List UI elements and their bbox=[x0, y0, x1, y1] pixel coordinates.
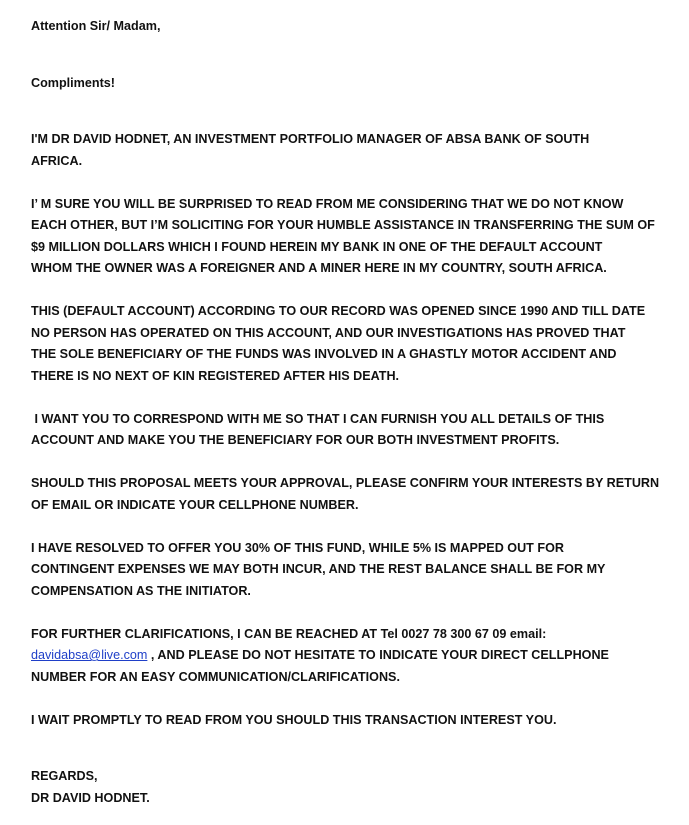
salutation: Attention Sir/ Madam, bbox=[31, 19, 161, 33]
paragraph-introduction bbox=[31, 129, 681, 172]
paragraph-line: I HAVE RESOLVED TO OFFER YOU 30% OF THIS FUND, WHILE 5% IS MAPPED OUT FOR bbox=[31, 540, 564, 555]
signature: DR DAVID HODNET. bbox=[31, 790, 150, 805]
paragraph-line: THIS (DEFAULT ACCOUNT) ACCORDING TO OUR RECORD WAS OPENED SINCE 1990 AND TILL DATE bbox=[31, 304, 646, 318]
paragraph-line: I WANT YOU TO CORRESPOND WITH ME SO THAT I CAN FURNISH YOU ALL DETAILS OF THIS bbox=[31, 411, 605, 426]
paragraph-line: I'M DR DAVID HODNET, AN INVESTMENT PORTFOLIO MANAGER OF ABSA BANK OF SOUTH bbox=[31, 132, 590, 146]
paragraph-approval bbox=[31, 473, 681, 516]
paragraph-line: AFRICA. bbox=[31, 153, 83, 168]
paragraph-line-text: , AND PLEASE DO NOT HESITATE TO INDICATE YOUR DIRECT CELLPHONE bbox=[147, 648, 609, 662]
paragraph-line bbox=[31, 645, 681, 667]
paragraph-correspond bbox=[31, 409, 681, 452]
paragraph-line: FOR FURTHER CLARIFICATIONS, I CAN BE REACHED AT Tel 0027 78 300 67 09 email: bbox=[31, 626, 547, 641]
paragraph-line: NUMBER FOR AN EASY COMMUNICATION/CLARIFICATIONS. bbox=[31, 669, 400, 684]
paragraph-line: WHOM THE OWNER WAS A FOREIGNER AND A MINER HERE IN MY COUNTRY, SOUTH AFRICA. bbox=[31, 261, 607, 275]
paragraph-line: NO PERSON HAS OPERATED ON THIS ACCOUNT, AND OUR INVESTIGATIONS HAS PROVED THAT bbox=[31, 325, 626, 340]
paragraph-line: THE SOLE BENEFICIARY OF THE FUNDS WAS INVOLVED IN A GHASTLY MOTOR ACCIDENT AND bbox=[31, 347, 617, 361]
closing-line: REGARDS, bbox=[31, 769, 98, 783]
letter-body bbox=[31, 16, 681, 809]
paragraph-offer bbox=[31, 538, 681, 603]
paragraph-line: ACCOUNT AND MAKE YOU THE BENEFICIARY FOR OUR BOTH INVESTMENT PROFITS. bbox=[31, 433, 560, 447]
paragraph-line: $9 MILLION DOLLARS WHICH I FOUND HEREIN MY BANK IN ONE OF THE DEFAULT ACCOUNT bbox=[31, 239, 603, 254]
paragraph-line: OF EMAIL OR INDICATE YOUR CELLPHONE NUMBER. bbox=[31, 497, 359, 512]
paragraph-line: I’ M SURE YOU WILL BE SURPRISED TO READ FROM ME CONSIDERING THAT WE DO NOT KNOW bbox=[31, 196, 624, 211]
paragraph-line: SHOULD THIS PROPOSAL MEETS YOUR APPROVAL, PLEASE CONFIRM YOUR INTERESTS BY RETURN bbox=[31, 476, 660, 490]
paragraph-closing-request: I WAIT PROMPTLY TO READ FROM YOU SHOULD THIS TRANSACTION INTEREST YOU. bbox=[31, 712, 557, 727]
email-link[interactable]: davidabsa@live.com bbox=[31, 648, 148, 662]
paragraph-line: THERE IS NO NEXT OF KIN REGISTERED AFTER HIS DEATH. bbox=[31, 368, 400, 383]
paragraph-line: EACH OTHER, BUT I’M SOLICITING FOR YOUR HUMBLE ASSISTANCE IN TRANSFERRING THE SUM OF bbox=[31, 218, 655, 232]
paragraph-request bbox=[31, 194, 681, 280]
paragraph-line: COMPENSATION AS THE INITIATOR. bbox=[31, 583, 251, 598]
paragraph-line: CONTINGENT EXPENSES WE MAY BOTH INCUR, AND THE REST BALANCE SHALL BE FOR MY bbox=[31, 562, 606, 576]
paragraph-account-history bbox=[31, 301, 681, 387]
compliments-line: Compliments! bbox=[31, 75, 115, 90]
paragraph-contact bbox=[31, 624, 681, 689]
